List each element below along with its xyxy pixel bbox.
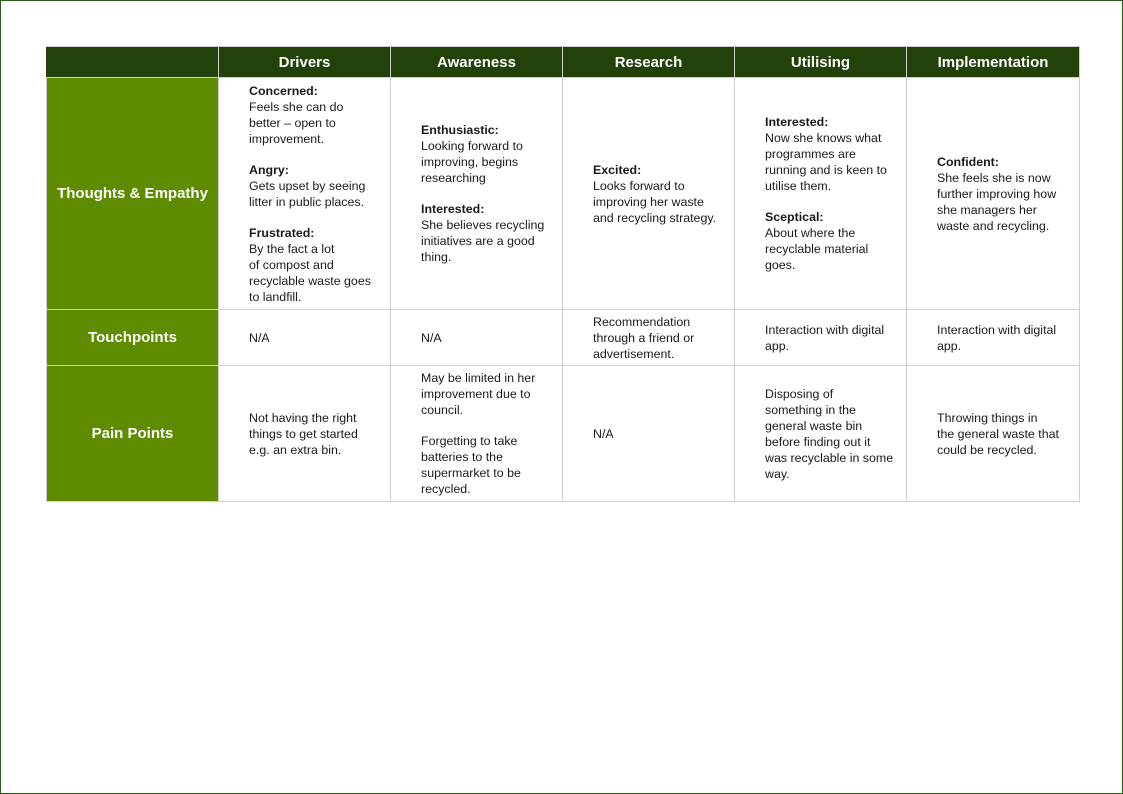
cell-text-line: to landfill. (249, 289, 302, 304)
cell-text-line: waste and recycling. (937, 218, 1050, 233)
cell-touchpoints-awareness (391, 310, 563, 366)
cell-paragraph (421, 122, 554, 186)
cell-paragraph (421, 201, 554, 265)
cell-text-line: Interaction with digital (937, 322, 1057, 337)
cell-text-line: e.g. an extra bin. (249, 442, 342, 457)
cell-heading: Sceptical: (765, 210, 824, 224)
cell-text-line: something in the (765, 402, 856, 417)
cell-text-line: things to get started (249, 426, 358, 441)
cell-heading: Angry: (249, 162, 289, 177)
cell-text-line: Looking forward to (421, 139, 523, 153)
row-thoughts-empathy (47, 78, 1080, 310)
cell-text-line: Gets upset by seeing (249, 178, 366, 193)
cell-text-line: initiatives are a good (421, 234, 535, 248)
cell-text-line: of compost and (249, 257, 334, 272)
cell-text-line: general waste bin (765, 418, 863, 433)
cell-text-line: advertisement. (593, 346, 675, 361)
cell-pain-awareness (391, 366, 563, 502)
cell-thoughts-drivers (219, 78, 391, 310)
cell-text-line: thing. (421, 250, 452, 264)
customer-journey-table (46, 46, 1080, 502)
cell-text-line: she managers her (937, 202, 1037, 217)
row-header-touchpoints: Touchpoints (47, 310, 219, 366)
cell-thoughts-research (563, 78, 735, 310)
cell-text-line: researching (421, 171, 486, 185)
cell-text-line: Forgetting to take (421, 434, 518, 448)
cell-text-line: litter in public places. (249, 194, 365, 209)
cell-paragraph (765, 114, 898, 194)
cell-text-line: could be recycled. (937, 442, 1037, 457)
row-header-thoughts-empathy: Thoughts & Empathy (47, 78, 219, 310)
cell-text-line: Now she knows what (765, 131, 882, 145)
cell-paragraph (421, 370, 554, 418)
cell-heading: Concerned: (249, 83, 318, 98)
cell-paragraph (765, 322, 898, 354)
cell-text-line: improving, begins (421, 155, 519, 169)
cell-text-line: By the fact a lot (249, 241, 335, 256)
cell-paragraph (249, 225, 382, 305)
cell-text-line: improvement due to (421, 387, 531, 401)
header-corner (47, 47, 219, 78)
cell-touchpoints-drivers (219, 310, 391, 366)
cell-text-line: and recycling strategy. (593, 210, 717, 225)
header-row (47, 47, 1080, 78)
cell-text-line: recyclable waste goes (249, 273, 371, 288)
cell-text-line: the general waste that (937, 426, 1059, 441)
cell-text-line: goes. (765, 258, 796, 272)
cell-text-line: N/A (593, 426, 614, 441)
cell-thoughts-utilising (735, 78, 907, 310)
cell-paragraph (249, 162, 382, 210)
cell-text-line: Not having the right (249, 410, 357, 425)
cell-thoughts-awareness (391, 78, 563, 310)
cell-paragraph (593, 426, 726, 442)
cell-paragraph (421, 433, 554, 497)
cell-heading: Frustrated: (249, 225, 315, 240)
cell-paragraph (937, 154, 1071, 234)
row-touchpoints (47, 310, 1080, 366)
cell-text-line: app. (765, 338, 790, 353)
cell-touchpoints-implementation (907, 310, 1080, 366)
cell-text-line: She believes recycling (421, 218, 545, 232)
cell-heading: Excited: (593, 162, 642, 177)
cell-text-line: May be limited in her (421, 371, 536, 385)
cell-text-line: programmes are (765, 147, 856, 161)
cell-paragraph (765, 209, 898, 273)
cell-paragraph (765, 386, 898, 482)
cell-text-line: better – open to (249, 115, 336, 130)
cell-pain-drivers (219, 366, 391, 502)
row-header-pain-points: Pain Points (47, 366, 219, 502)
cell-text-line: recycled. (421, 482, 471, 496)
cell-paragraph (937, 322, 1071, 354)
cell-text-line: app. (937, 338, 962, 353)
cell-text-line: utilise them. (765, 179, 832, 193)
cell-text-line: council. (421, 403, 464, 417)
cell-paragraph (593, 314, 726, 362)
cell-paragraph (249, 410, 382, 458)
cell-text-line: N/A (421, 330, 442, 345)
cell-paragraph (249, 330, 382, 346)
cell-text-line: supermarket to be (421, 466, 521, 480)
cell-paragraph (249, 83, 382, 147)
cell-text-line: improving her waste (593, 194, 704, 209)
cell-thoughts-implementation (907, 78, 1080, 310)
cell-text-line: further improving how (937, 186, 1057, 201)
cell-touchpoints-research (563, 310, 735, 366)
cell-text-line: Recommendation (593, 314, 691, 329)
cell-text-line: N/A (249, 330, 270, 345)
cell-text-line: through a friend or (593, 330, 695, 345)
cell-touchpoints-utilising (735, 310, 907, 366)
cell-text-line: running and is keen to (765, 163, 887, 177)
cell-text-line: Feels she can do (249, 99, 344, 114)
cell-text-line: recyclable material (765, 242, 869, 256)
cell-heading: Interested: (765, 115, 829, 129)
column-header-utilising: Utilising (735, 47, 907, 78)
column-header-drivers: Drivers (219, 47, 391, 78)
cell-pain-research (563, 366, 735, 502)
cell-heading: Confident: (937, 154, 999, 169)
cell-text-line: way. (765, 466, 790, 481)
cell-heading: Interested: (421, 202, 485, 216)
cell-text-line: batteries to the (421, 450, 503, 464)
row-pain-points (47, 366, 1080, 502)
cell-text-line: Interaction with digital (765, 322, 885, 337)
cell-pain-utilising (735, 366, 907, 502)
cell-paragraph (937, 410, 1071, 458)
cell-text-line: Disposing of (765, 386, 834, 401)
column-header-research: Research (563, 47, 735, 78)
cell-heading: Enthusiastic: (421, 123, 499, 137)
cell-text-line: before finding out it (765, 434, 871, 449)
cell-text-line: She feels she is now (937, 170, 1051, 185)
column-header-implementation: Implementation (907, 47, 1080, 78)
column-header-awareness: Awareness (391, 47, 563, 78)
cell-text-line: Throwing things in (937, 410, 1038, 425)
cell-paragraph (421, 330, 554, 346)
cell-text-line: Looks forward to (593, 178, 685, 193)
cell-paragraph (593, 162, 726, 226)
cell-text-line: improvement. (249, 131, 325, 146)
cell-pain-implementation (907, 366, 1080, 502)
cell-text-line: was recyclable in some (765, 450, 894, 465)
cell-text-line: About where the (765, 226, 856, 240)
